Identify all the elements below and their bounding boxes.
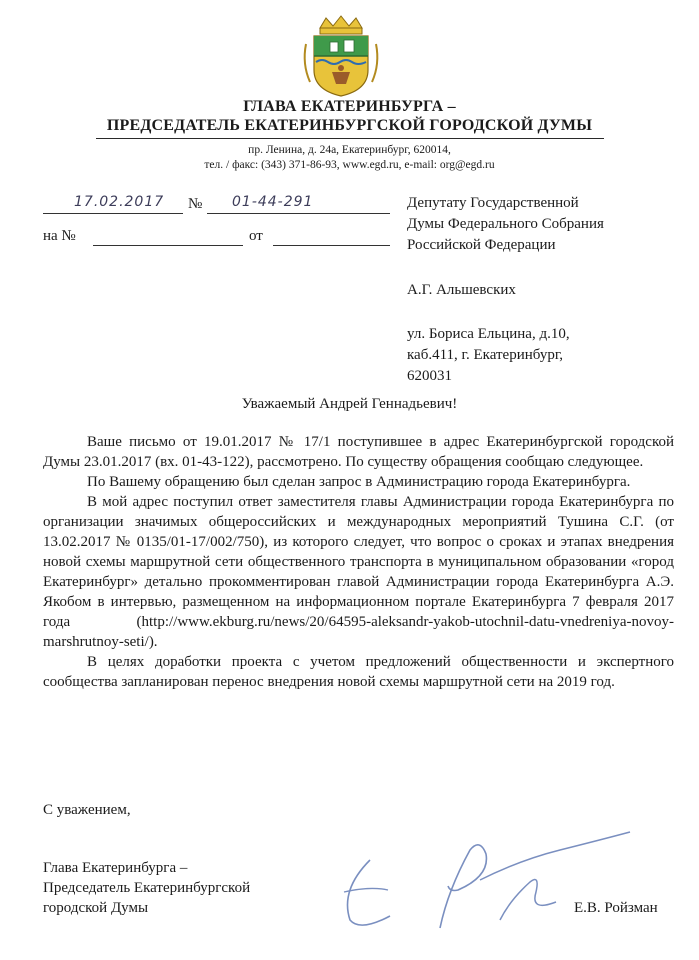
letter-body	[43, 432, 674, 692]
number-underline	[207, 213, 390, 214]
body-paragraph: В мой адрес поступил ответ заместителя главы Администрации города Екатеринбурга по организации значимых общероссийских и международных мероприятий Тушина С.Г. (от 13.02.2017 № 0135/01-17/002/750), из которого следует, что вопрос о сроках и этапах внедрения новой схемы маршрутной сети общественного транспорта в муниципальном образовании «город Екатеринбург» детально прокомментирован главой Администрации города Екатеринбурга А.Э. Якобом в интервью, размещенном на информационном портале Екатеринбурга 7 февраля 2017 года (http://www.ekburg.ru/news/20/64595-aleksandr-yakob-utochnil-datu-vnedreniya-novoy-marshrutnoy-seti/).	[43, 494, 674, 650]
body-paragraph: В целях доработки проекта с учетом предложений общественности и экспертного сообщества запланирован перенос внедрения новой схемы маршрутной сети на 2019 год.	[43, 654, 674, 690]
ref-number-label: на №	[43, 228, 76, 244]
recipient-name: А.Г. Альшевских	[407, 282, 516, 298]
signer-position-line: Председатель Екатеринбургской	[43, 880, 251, 896]
ref-from-label: от	[249, 228, 263, 244]
closing: С уважением,	[43, 802, 131, 818]
body-paragraph: По Вашему обращению был сделан запрос в Администрацию города Екатеринбурга.	[87, 474, 631, 490]
signer-position-line: городской Думы	[43, 900, 149, 916]
recipient-address: 620031	[407, 368, 452, 384]
recipient-address: ул. Бориса Ельцина, д.10,	[407, 326, 570, 342]
letterhead-contacts: тел. / факс: (343) 371-86-93, www.egd.ru, e-mail: org@egd.ru	[204, 159, 495, 171]
coat-of-arms-icon	[300, 14, 382, 98]
ref-number-underline	[93, 245, 243, 246]
recipient-line: Думы Федерального Собрания	[407, 216, 604, 232]
letterhead-title-line2: ПРЕДСЕДАТЕЛЬ ЕКАТЕРИНБУРГСКОЙ ГОРОДСКОЙ ДУМЫ	[106, 117, 593, 134]
number-label: №	[188, 196, 203, 212]
recipient-line: Депутату Государственной	[407, 195, 579, 211]
handwritten-signature	[330, 820, 650, 940]
salutation: Уважаемый Андрей Геннадьевич!	[241, 396, 458, 412]
outgoing-date: 17.02.2017	[74, 194, 165, 210]
letterhead-title-line1: ГЛАВА ЕКАТЕРИНБУРГА –	[243, 98, 456, 115]
body-paragraph: Ваше письмо от 19.01.2017 № 17/1 поступившее в адрес Екатеринбургской городской Думы 23.01.2017 (вх. 01-43-122), рассмотрено. По существу обращения сообщаю следующее.	[43, 434, 674, 470]
recipient-address: каб.411, г. Екатеринбург,	[407, 347, 564, 363]
signer-position-line: Глава Екатеринбурга –	[43, 860, 188, 876]
letterhead-address: пр. Ленина, д. 24а, Екатеринбург, 620014,	[248, 144, 451, 156]
letterhead-divider	[96, 138, 604, 139]
ref-date-underline	[273, 245, 390, 246]
signer-position	[43, 858, 250, 918]
recipient-line: Российской Федерации	[407, 237, 556, 253]
date-underline	[43, 213, 183, 214]
signer-name: Е.В. Ройзман	[574, 900, 658, 916]
recipient-block	[407, 193, 604, 387]
outgoing-number: 01-44-291	[232, 194, 314, 210]
